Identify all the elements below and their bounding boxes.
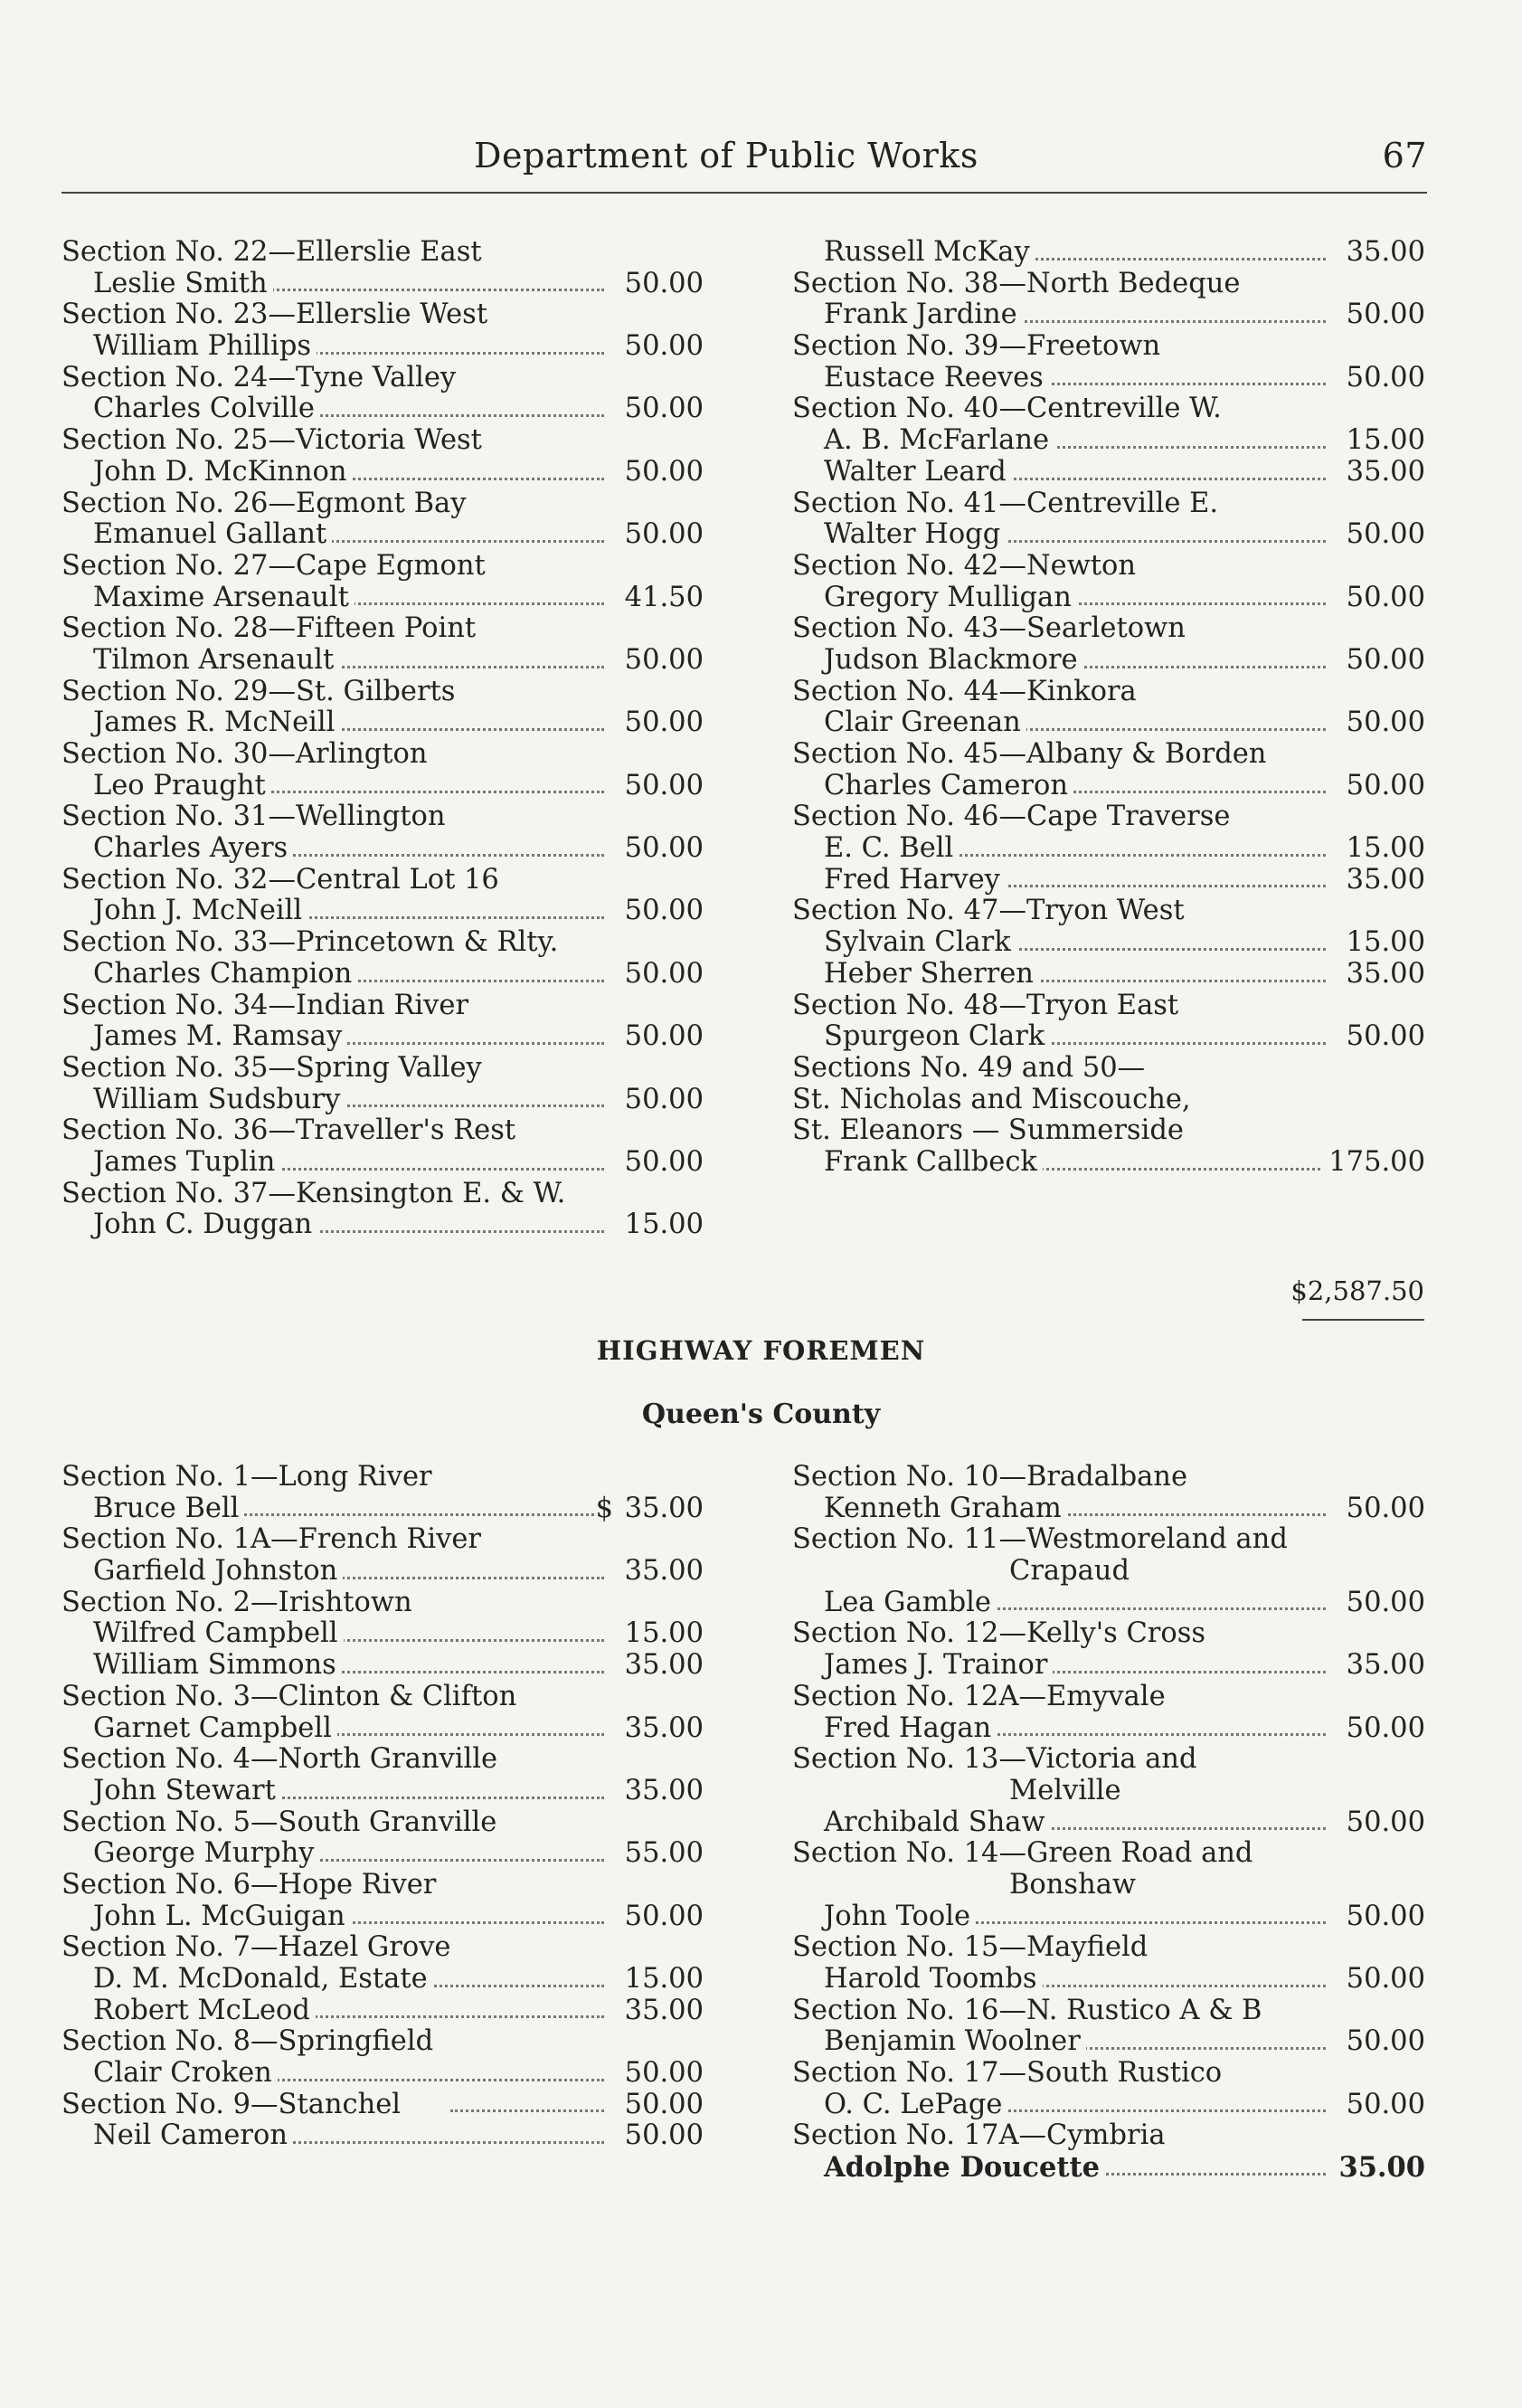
entry-row xyxy=(61,2058,704,2090)
section-heading-line xyxy=(61,613,704,645)
foreman-name: A. B. McFarlane xyxy=(824,424,1054,456)
foreman-name: Garnet Campbell xyxy=(93,1712,337,1744)
section-label: Section No. 35—Spring Valley xyxy=(61,1051,482,1084)
section-heading-line xyxy=(792,1115,1425,1147)
amount: 50.00 xyxy=(1341,583,1425,614)
section-heading-line xyxy=(61,237,704,269)
section-heading-line xyxy=(61,551,704,583)
amount: 35.00 xyxy=(619,1493,704,1525)
leader-dots xyxy=(450,2109,604,2112)
foreman-name: Archibald Shaw xyxy=(824,1806,1051,1838)
entry-row xyxy=(792,1807,1425,1839)
amount: 50.00 xyxy=(619,1901,704,1933)
section-label: Section No. 25—Victoria West xyxy=(61,424,482,457)
section-heading-line xyxy=(61,1462,704,1493)
amount: 35.00 xyxy=(619,1650,704,1682)
section-label: Section No. 29—St. Gilberts xyxy=(61,675,456,707)
section-heading-line xyxy=(61,739,704,771)
section-label: Section No. 1—Long River xyxy=(61,1461,432,1493)
foreman-name: Maxime Arsenault xyxy=(93,582,355,613)
entry-row xyxy=(61,2120,704,2152)
foreman-name: Clair Greenan xyxy=(824,706,1026,738)
section-label: Section No. 43—Searletown xyxy=(792,612,1186,645)
entry-row xyxy=(61,1964,704,1996)
foreman-name: George Murphy xyxy=(93,1837,319,1869)
amount: 35.00 xyxy=(1341,1650,1425,1682)
section-label: Section No. 42—Newton xyxy=(792,549,1137,582)
section-label: Section No. 22—Ellerslie East xyxy=(61,236,482,268)
foreman-name: Frank Jardine xyxy=(824,299,1023,330)
entry-row xyxy=(61,959,704,991)
foreman-name: James Tuplin xyxy=(93,1146,280,1178)
section-label: Crapaud xyxy=(1009,1555,1130,1588)
entry-row xyxy=(792,2090,1425,2121)
entry-row xyxy=(61,1556,704,1588)
amount: 50.00 xyxy=(619,1147,704,1179)
section-heading-line xyxy=(792,1682,1425,1713)
section-heading-line xyxy=(61,927,704,959)
amount: 15.00 xyxy=(1341,927,1425,959)
entry-row xyxy=(61,393,704,425)
foreman-name: Charles Cameron xyxy=(824,770,1073,801)
amount: 50.00 xyxy=(1341,519,1425,551)
section-label: St. Eleanors — Summerside xyxy=(792,1114,1184,1147)
entry-row xyxy=(61,645,704,677)
amount: 35.00 xyxy=(619,1996,704,2027)
section-heading-continuation xyxy=(792,1776,1425,1807)
currency-symbol: $ xyxy=(595,1492,613,1524)
foreman-name: Judson Blackmore xyxy=(824,644,1083,676)
foreman-name: Sylvain Clark xyxy=(824,926,1016,958)
entry-row xyxy=(61,833,704,865)
amount: 50.00 xyxy=(619,833,704,865)
section-heading-line xyxy=(61,801,704,833)
section-label: Section No. 17—South Rustico xyxy=(792,2057,1223,2090)
foreman-name: James R. McNeill xyxy=(93,706,340,738)
section-heading-line xyxy=(792,1618,1425,1650)
entry-row xyxy=(792,519,1425,551)
section-heading-line xyxy=(61,1932,704,1964)
section-heading-line xyxy=(792,1462,1425,1493)
section-heading-line xyxy=(61,1588,704,1619)
foreman-name: William Simmons xyxy=(93,1649,342,1681)
foreman-name: John L. McGuigan xyxy=(93,1901,351,1932)
amount: 35.00 xyxy=(619,1556,704,1588)
entry-row xyxy=(792,237,1425,269)
section-label: Section No. 14—Green Road and xyxy=(792,1837,1253,1870)
entry-row xyxy=(61,583,704,614)
section-total: $2,587.50 xyxy=(1290,1275,1424,1306)
section-heading-line xyxy=(792,677,1425,708)
amount: 50.00 xyxy=(1341,1493,1425,1525)
section-label: Section No. 17A—Cymbria xyxy=(792,2119,1166,2152)
amount: 50.00 xyxy=(1341,1807,1425,1839)
entry-row xyxy=(61,1209,704,1241)
section-heading-line xyxy=(61,865,704,896)
section-label: Section No. 6—Hope River xyxy=(61,1868,437,1901)
amount: 35.00 xyxy=(1341,237,1425,269)
entry-row xyxy=(792,833,1425,865)
foreman-name: Charles Champion xyxy=(93,958,357,990)
amount: 50.00 xyxy=(619,2058,704,2090)
section-heading-line xyxy=(792,393,1425,425)
foreman-name: Walter Leard xyxy=(824,456,1012,488)
foreman-name: Walter Hogg xyxy=(824,518,1006,550)
entry-row xyxy=(792,2026,1425,2058)
section-label: Melville xyxy=(1009,1774,1121,1806)
section-heading-line xyxy=(792,2120,1425,2152)
entry-row xyxy=(61,1085,704,1116)
foreman-name: Leo Praught xyxy=(93,770,271,801)
entry-row xyxy=(792,1147,1425,1179)
entry-row xyxy=(792,363,1425,394)
section-label: Section No. 9—Stanchel xyxy=(61,2089,406,2120)
section-heading-line xyxy=(792,801,1425,833)
amount: 50.00 xyxy=(1341,1713,1425,1745)
section-heading-line xyxy=(792,2058,1425,2090)
amount: 50.00 xyxy=(1341,1901,1425,1933)
section-heading-line xyxy=(61,2026,704,2058)
amount: 50.00 xyxy=(619,457,704,488)
amount: 50.00 xyxy=(1341,771,1425,802)
entry-row xyxy=(792,1493,1425,1525)
section-heading-line xyxy=(792,1996,1425,2027)
top-right-column xyxy=(792,237,1425,1179)
section-heading-line xyxy=(792,1053,1425,1085)
section-label: St. Nicholas and Miscouche, xyxy=(792,1083,1191,1115)
amount: 50.00 xyxy=(619,519,704,551)
amount: 15.00 xyxy=(1341,833,1425,865)
entry-row xyxy=(61,1021,704,1053)
section-label: Section No. 45—Albany & Borden xyxy=(792,738,1267,770)
section-label: Bonshaw xyxy=(1009,1868,1137,1901)
section-label: Section No. 46—Cape Traverse xyxy=(792,801,1231,833)
section-heading-line xyxy=(792,739,1425,771)
amount: 15.00 xyxy=(619,1618,704,1650)
amount: 50.00 xyxy=(619,269,704,300)
section-heading-line xyxy=(61,1115,704,1147)
top-left-column xyxy=(61,237,704,1241)
amount: 50.00 xyxy=(619,1085,704,1116)
section-label: Section No. 37—Kensington E. & W. xyxy=(61,1177,566,1209)
foreman-name: William Sudsbury xyxy=(93,1084,345,1115)
section-label: Section No. 44—Kinkora xyxy=(792,675,1137,707)
section-heading-line xyxy=(61,1807,704,1839)
foreman-name: Clair Croken xyxy=(93,2057,278,2089)
entry-row xyxy=(61,1493,704,1525)
amount: 50.00 xyxy=(619,393,704,425)
section-heading-line xyxy=(61,425,704,457)
section-label: Section No. 5—South Granville xyxy=(61,1806,497,1838)
section-heading-line xyxy=(792,331,1425,363)
entry-row xyxy=(792,425,1425,457)
section-label: Section No. 12—Kelly's Cross xyxy=(792,1617,1206,1650)
entry-row xyxy=(792,1901,1425,1933)
section-label: Section No. 13—Victoria and xyxy=(792,1743,1197,1776)
entry-row xyxy=(61,457,704,488)
section-heading-line xyxy=(792,613,1425,645)
section-label: Section No. 27—Cape Egmont xyxy=(61,549,486,582)
foreman-name: Spurgeon Clark xyxy=(824,1020,1050,1052)
foreman-name: Bruce Bell xyxy=(93,1493,244,1524)
section-label: Section No. 32—Central Lot 16 xyxy=(61,863,499,896)
section-label: Section No. 36—Traveller's Rest xyxy=(61,1114,516,1147)
amount: 50.00 xyxy=(619,707,704,739)
entry-row xyxy=(61,1776,704,1807)
entry-row xyxy=(61,1147,704,1179)
section-heading-line xyxy=(61,1524,704,1556)
entry-row xyxy=(61,1996,704,2027)
section-label: Section No. 40—Centreville W. xyxy=(792,393,1222,425)
amount: 35.00 xyxy=(1341,865,1425,896)
section-label: Section No. 8—Springfield xyxy=(61,2025,434,2058)
foreman-name: Russell McKay xyxy=(824,236,1035,268)
entry-row xyxy=(792,299,1425,331)
entry-row xyxy=(61,771,704,802)
entry-row xyxy=(61,1713,704,1745)
section-heading-line xyxy=(61,991,704,1022)
entry-row xyxy=(792,707,1425,739)
amount: 50.00 xyxy=(619,331,704,363)
section-label: Section No. 41—Centreville E. xyxy=(792,487,1219,519)
foreman-name: Kenneth Graham xyxy=(824,1493,1067,1524)
section-heading-line xyxy=(792,1524,1425,1556)
section-label: Section No. 16—N. Rustico A & B xyxy=(792,1994,1262,2026)
section-label: Section No. 4—North Granville xyxy=(61,1743,498,1776)
foreman-name: E. C. Bell xyxy=(824,832,959,864)
section-label: Section No. 2—Irishtown xyxy=(61,1586,412,1618)
section-label: Section No. 47—Tryon West xyxy=(792,895,1185,927)
section-label: Sections No. 49 and 50— xyxy=(792,1051,1146,1084)
amount: 50.00 xyxy=(1341,1588,1425,1619)
section-heading-line xyxy=(61,2090,704,2121)
amount: 35.00 xyxy=(619,1776,704,1807)
foreman-name: Wilfred Campbell xyxy=(93,1617,344,1649)
amount: 50.00 xyxy=(1341,363,1425,394)
entry-row xyxy=(792,959,1425,991)
amount: 41.50 xyxy=(619,583,704,614)
section-label: Section No. 28—Fifteen Point xyxy=(61,612,477,645)
entry-row xyxy=(792,1021,1425,1053)
amount: 50.00 xyxy=(1341,1964,1425,1996)
entry-row xyxy=(792,1650,1425,1682)
foreman-name: Tilmon Arsenault xyxy=(93,644,339,676)
section-label: Section No. 26—Egmont Bay xyxy=(61,487,467,519)
amount: 50.00 xyxy=(1341,2026,1425,2058)
foreman-name: Neil Cameron xyxy=(93,2119,293,2151)
section-label: Section No. 39—Freetown xyxy=(792,330,1161,363)
entry-row xyxy=(792,583,1425,614)
entry-row xyxy=(61,1618,704,1650)
amount: 50.00 xyxy=(1341,2090,1425,2121)
amount: 15.00 xyxy=(1341,425,1425,457)
amount: 50.00 xyxy=(619,1021,704,1053)
amount: 55.00 xyxy=(619,1838,704,1870)
section-label: Section No. 15—Mayfield xyxy=(792,1931,1149,1964)
amount: 50.00 xyxy=(619,896,704,927)
section-label: Section No. 10—Bradalbane xyxy=(792,1461,1187,1493)
foreman-name: Charles Colville xyxy=(93,393,320,424)
entry-row xyxy=(792,1964,1425,1996)
entry-row xyxy=(792,1588,1425,1619)
entry-row xyxy=(61,331,704,363)
foreman-name: Leslie Smith xyxy=(93,268,273,299)
section-heading: HIGHWAY FOREMEN xyxy=(596,1335,926,1366)
section-subheading: Queen's County xyxy=(641,1398,881,1430)
entry-row xyxy=(61,1650,704,1682)
bottom-right-column xyxy=(792,1462,1425,2184)
foreman-name: John Toole xyxy=(824,1901,976,1932)
section-heading-line xyxy=(61,488,704,520)
entry-row xyxy=(792,865,1425,896)
amount: 35.00 xyxy=(1333,2152,1425,2184)
foreman-name: Robert McLeod xyxy=(93,1995,316,2026)
foreman-name: Emanuel Gallant xyxy=(93,518,332,550)
section-label: Section No. 30—Arlington xyxy=(61,738,428,770)
entry-row xyxy=(792,645,1425,677)
bottom-left-column xyxy=(61,1462,704,2152)
entry-row xyxy=(61,707,704,739)
section-label: Section No. 33—Princetown & Rlty. xyxy=(61,926,559,959)
foreman-name: William Phillips xyxy=(93,330,317,362)
section-label: Section No. 23—Ellerslie West xyxy=(61,299,488,331)
foreman-name: Lea Gamble xyxy=(824,1587,997,1618)
section-heading-continuation xyxy=(792,1870,1425,1901)
foreman-name: Eustace Reeves xyxy=(824,362,1049,393)
section-heading-line xyxy=(61,1870,704,1901)
section-heading-line xyxy=(792,1744,1425,1776)
section-label: Section No. 24—Tyne Valley xyxy=(61,361,457,393)
foreman-name: John J. McNeill xyxy=(93,895,307,926)
section-heading-line xyxy=(792,269,1425,300)
foreman-name: Fred Hagan xyxy=(824,1712,997,1744)
foreman-name: Fred Harvey xyxy=(824,864,1006,896)
entry-row xyxy=(61,519,704,551)
section-heading-line xyxy=(61,1682,704,1713)
foreman-name: Adolphe Doucette xyxy=(824,2151,1105,2184)
entry-row xyxy=(792,457,1425,488)
foreman-name: Garfield Johnston xyxy=(93,1555,343,1587)
foreman-name: James J. Trainor xyxy=(824,1649,1053,1681)
foreman-name: John D. McKinnon xyxy=(93,456,352,488)
foreman-name: Charles Ayers xyxy=(93,832,293,864)
amount: 35.00 xyxy=(1341,959,1425,991)
entry-row xyxy=(61,896,704,927)
section-heading-line xyxy=(792,551,1425,583)
section-heading-line xyxy=(792,991,1425,1022)
foreman-name: O. C. LePage xyxy=(824,2089,1007,2120)
entry-row xyxy=(792,771,1425,802)
amount: 50.00 xyxy=(619,771,704,802)
amount: 15.00 xyxy=(619,1964,704,1996)
page-title: Department of Public Works xyxy=(474,136,978,175)
section-heading-line xyxy=(61,1179,704,1210)
foreman-name: John Stewart xyxy=(93,1775,281,1806)
amount: 50.00 xyxy=(1341,707,1425,739)
section-label: Section No. 7—Hazel Grove xyxy=(61,1931,451,1964)
section-heading-line xyxy=(61,299,704,331)
amount: 15.00 xyxy=(619,1209,704,1241)
section-label: Section No. 48—Tryon East xyxy=(792,989,1179,1021)
entry-row xyxy=(61,1838,704,1870)
entry-row xyxy=(792,927,1425,959)
foreman-name: Benjamin Woolner xyxy=(824,2025,1086,2057)
foreman-name: D. M. McDonald, Estate xyxy=(93,1963,433,1995)
section-heading-line xyxy=(792,1085,1425,1116)
foreman-name: James M. Ramsay xyxy=(93,1020,347,1052)
header-rule xyxy=(61,192,1427,194)
amount: 50.00 xyxy=(619,2120,704,2152)
section-heading-line xyxy=(61,1053,704,1085)
total-rule xyxy=(1302,1319,1424,1321)
section-heading-continuation xyxy=(792,1556,1425,1588)
foreman-name: Gregory Mulligan xyxy=(824,582,1077,613)
entry-row xyxy=(61,269,704,300)
section-heading-line xyxy=(61,677,704,708)
page-number: 67 xyxy=(1382,136,1427,175)
amount: 175.00 xyxy=(1323,1147,1425,1179)
foreman-name: Harold Toombs xyxy=(824,1963,1043,1995)
amount: 35.00 xyxy=(619,1713,704,1745)
section-label: Section No. 31—Wellington xyxy=(61,801,446,833)
foreman-name: Heber Sherren xyxy=(824,958,1039,990)
foreman-name: Frank Callbeck xyxy=(824,1146,1043,1178)
section-label: Section No. 11—Westmoreland and xyxy=(792,1523,1288,1556)
section-heading-line xyxy=(792,896,1425,927)
amount: 50.00 xyxy=(1341,299,1425,331)
entry-row xyxy=(61,1901,704,1933)
section-label: Section No. 1A—French River xyxy=(61,1523,482,1556)
amount: 50.00 xyxy=(1341,1021,1425,1053)
section-heading-line xyxy=(61,1744,704,1776)
section-label: Section No. 34—Indian River xyxy=(61,989,469,1021)
entry-row xyxy=(792,1713,1425,1745)
amount: 50.00 xyxy=(619,645,704,677)
amount: 50.00 xyxy=(619,2090,704,2121)
section-label: Section No. 38—North Bedeque xyxy=(792,267,1241,299)
foreman-name: John C. Duggan xyxy=(93,1209,317,1240)
section-heading-line xyxy=(61,363,704,394)
amount: 35.00 xyxy=(1341,457,1425,488)
section-label: Section No. 3—Clinton & Clifton xyxy=(61,1680,517,1712)
section-heading-line xyxy=(792,488,1425,520)
entry-row xyxy=(792,2152,1425,2184)
section-label: Section No. 12A—Emyvale xyxy=(792,1680,1166,1712)
amount: 50.00 xyxy=(1341,645,1425,677)
amount: 50.00 xyxy=(619,959,704,991)
section-heading-line xyxy=(792,1838,1425,1870)
section-heading-line xyxy=(792,1932,1425,1964)
